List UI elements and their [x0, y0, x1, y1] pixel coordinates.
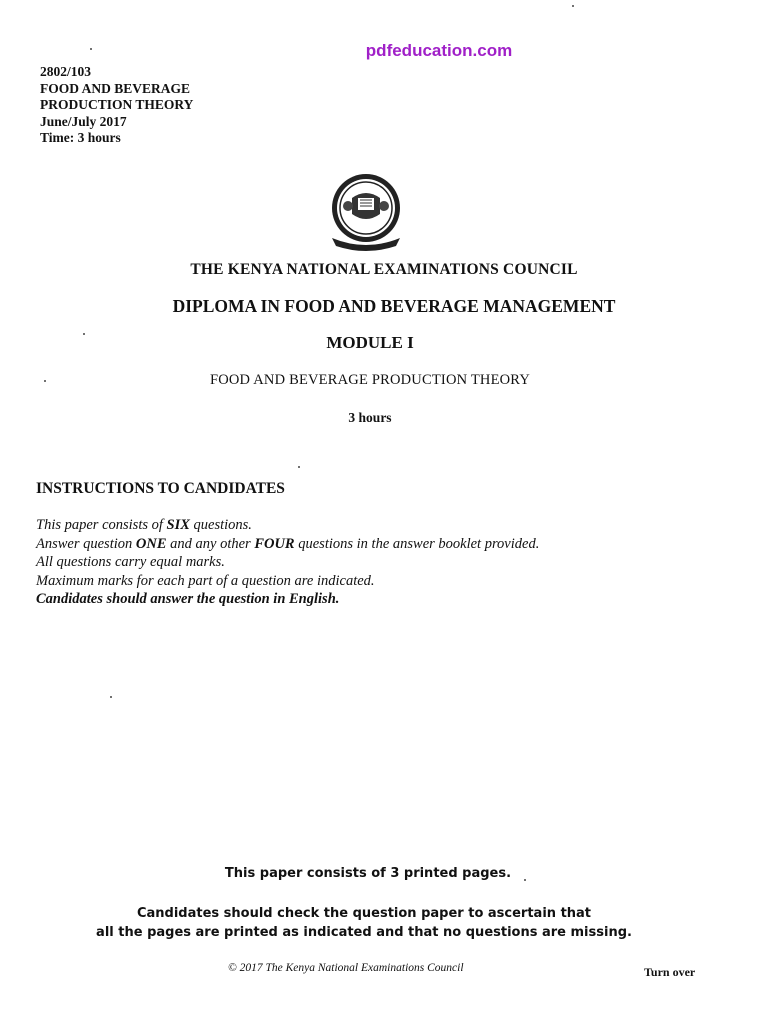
instructions-list [36, 516, 539, 609]
knec-seal-icon [322, 168, 410, 256]
instructions-heading: INSTRUCTIONS TO CANDIDATES [36, 480, 285, 497]
check-notice-line-1: Candidates should check the question paper to ascertain that [136, 906, 592, 921]
scan-speck [298, 466, 300, 468]
instruction-line-5: Candidates should answer the question in English. [36, 591, 340, 607]
instruction-text: questions. [189, 517, 252, 533]
instruction-text: Answer question [36, 535, 136, 552]
paper-subject-line2: PRODUCTION THEORY [40, 97, 194, 112]
page-count-notice: This paper consists of 3 printed pages. [224, 866, 512, 881]
scan-speck [524, 879, 526, 881]
paper-header [40, 64, 193, 147]
scan-speck [44, 380, 46, 382]
instruction-emphasis: SIX [166, 517, 190, 533]
scan-speck [83, 333, 85, 335]
subject-title: FOOD AND BEVERAGE PRODUCTION THEORY [209, 372, 531, 388]
paper-subject-line1: FOOD AND BEVERAGE [40, 80, 191, 96]
instruction-emphasis: ONE [135, 535, 167, 552]
check-notice [0, 904, 728, 942]
copyright-notice: © 2017 The Kenya National Examinations Council [228, 962, 464, 974]
instruction-text: This paper consists of [36, 517, 167, 533]
instruction-line-3: All questions carry equal marks. [36, 554, 225, 570]
paper-time: Time: 3 hours [40, 130, 121, 145]
instruction-line-2 [36, 535, 539, 554]
council-name: THE KENYA NATIONAL EXAMINATIONS COUNCIL [190, 261, 578, 278]
check-notice-line-2: all the pages are printed as indicated and that no questions are missing. [96, 925, 632, 940]
scan-speck [110, 696, 112, 698]
instruction-emphasis: FOUR [254, 535, 295, 552]
turn-over-label: Turn over [644, 965, 696, 979]
instruction-text: and any other [166, 535, 255, 552]
diploma-title: DIPLOMA IN FOOD AND BEVERAGE MANAGEMENT [172, 296, 616, 316]
scan-speck [572, 5, 574, 7]
watermark-text: pdfeducation.com [365, 41, 513, 60]
paper-code: 2802/103 [40, 64, 92, 79]
instruction-line-4: Maximum marks for each part of a question are indicated. [36, 572, 375, 589]
instruction-line-1 [36, 516, 539, 535]
instruction-text: questions in the answer booklet provided. [294, 535, 540, 552]
module-title: MODULE I [326, 333, 414, 352]
paper-date: June/July 2017 [40, 113, 127, 129]
scan-speck [90, 48, 92, 50]
duration-label: 3 hours [348, 410, 392, 425]
